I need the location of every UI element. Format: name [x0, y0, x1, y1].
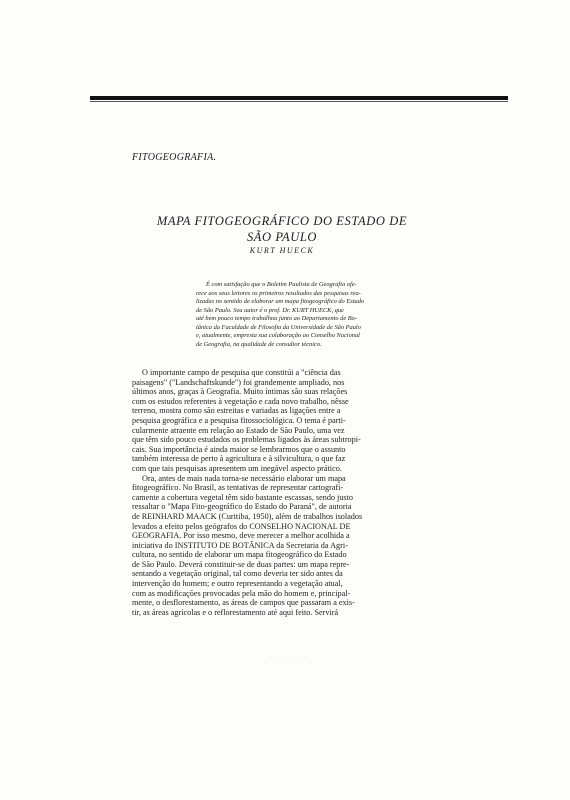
body-line: cultura, no sentido de elaborar um mapa fitogeográfico do Estado — [132, 550, 347, 560]
body-line: mente, o desflorestamento, as áreas de campos que passaram a exis- — [132, 598, 355, 608]
body-line: com as modificações provocadas pela mão do homem e, principal- — [132, 588, 351, 598]
author-name: KURT HUECK — [249, 246, 315, 255]
abstract-line: de Geografia, na qualidade de consultor técnico. — [196, 340, 322, 348]
abstract-line: rece aos seus leitores os primeiros resultados das pesquisas rea- — [196, 289, 361, 297]
abstract-line: e, atualmente, empresta sua colaboração ao Conselho Nacional — [196, 332, 360, 339]
abstract-line: de São Paulo. Seu autor é o prof. Dr. KURT HUECK, que — [196, 306, 344, 314]
section-label: FITOGEOGRAFIA. — [132, 152, 217, 163]
abstract-line: tânica da Faculdade de Filosofia da Universidade de São Paulo — [196, 323, 361, 331]
body-line: camente a cobertura vegetal têm sido bastante escassas, sendo justo — [132, 492, 353, 502]
body-line: iniciativa do INSTITUTO DE BOTÂNICA da Secretaria da Agri- — [132, 540, 348, 550]
editorial-abstract — [196, 281, 452, 349]
body-line: cais. Sua importância é ainda maior se lembrarmos que o assunto — [132, 444, 346, 454]
abstract-line: É com satisfação que o Boletim Paulista de Geografia ofe- — [206, 281, 357, 288]
title-line-2: SÃO PAULO — [246, 230, 318, 245]
body-line: de REINHARD MAACK (Curitiba, 1950), além de trabalhos isolados — [132, 511, 363, 521]
body-line: levados a efeito pelos geógrafos do CONSELHO NACIONAL DE — [132, 521, 351, 531]
body-line: O importante campo de pesquisa que constitúi a "ciência das — [142, 368, 341, 377]
article-title — [132, 213, 432, 245]
body-line: também interessa de perto à agricultura e à silvicultura, o que faz — [132, 454, 346, 464]
body-line: paisagens" ("Landschaftskunde") foi grandemente ampliado, nos — [132, 377, 345, 387]
body-line: intervenção do homem; e outro representando a vegetação atual, — [132, 579, 343, 589]
body-line: fitogeográfico. No Brasil, as tentativas de representar cartografi- — [132, 483, 344, 493]
body-line: cularmente atraente em relação ao Estado de São Paulo, uma vez — [132, 425, 345, 435]
body-line: com os estudos referentes à vegetação e cada novo trabalho, nêsse — [132, 396, 349, 406]
body-line: sentando a vegetação original, tal como deveria ter sido antes da — [132, 569, 343, 579]
header-rule — [90, 96, 508, 100]
body-line: com que tais pesquisas apresentem um inegável aspecto prático. — [132, 463, 342, 473]
scan-smudge: · · · · · · — [270, 655, 309, 660]
body-line: terreno, mostra como são estreitas e variadas as ligações entre a — [132, 406, 341, 416]
body-line: últimos anos, graças à Geografia. Muito íntimas são suas relações — [132, 387, 348, 397]
body-line: de São Paulo. Deverá constituir-se de duas partes: um mapa repre- — [132, 559, 350, 569]
body-line: pesquisa geográfica e a pesquisa fitossociológica. O tema é parti- — [132, 415, 346, 425]
article-body — [132, 368, 448, 617]
body-line: que têm sido pouco estudados os problemas ligados às áreas subtropi- — [132, 435, 361, 445]
body-line: Ora, antes de mais nada torna-se necessário elaborar um mapa — [142, 473, 346, 483]
title-line-1: MAPA FITOGEOGRÁFICO DO ESTADO DE — [156, 214, 408, 229]
body-line: ressaltar o "Mapa Fito-geográfico do Estado do Paraná", de autoria — [132, 502, 352, 512]
abstract-line: lizadas no sentido de elaborar um mapa fitogeográfico do Estado — [196, 298, 365, 305]
header-rule-thin — [90, 101, 508, 102]
abstract-line: até bem pouco tempo trabalhou junto ao Departamento de Bo- — [196, 315, 357, 322]
body-line: GEOGRAFIA. Por isso mesmo, deve merecer a melhor acolhida a — [132, 531, 350, 541]
body-line: tir, as áreas agrícolas e o reflorestamento até aqui feito. Servirá — [132, 607, 339, 617]
